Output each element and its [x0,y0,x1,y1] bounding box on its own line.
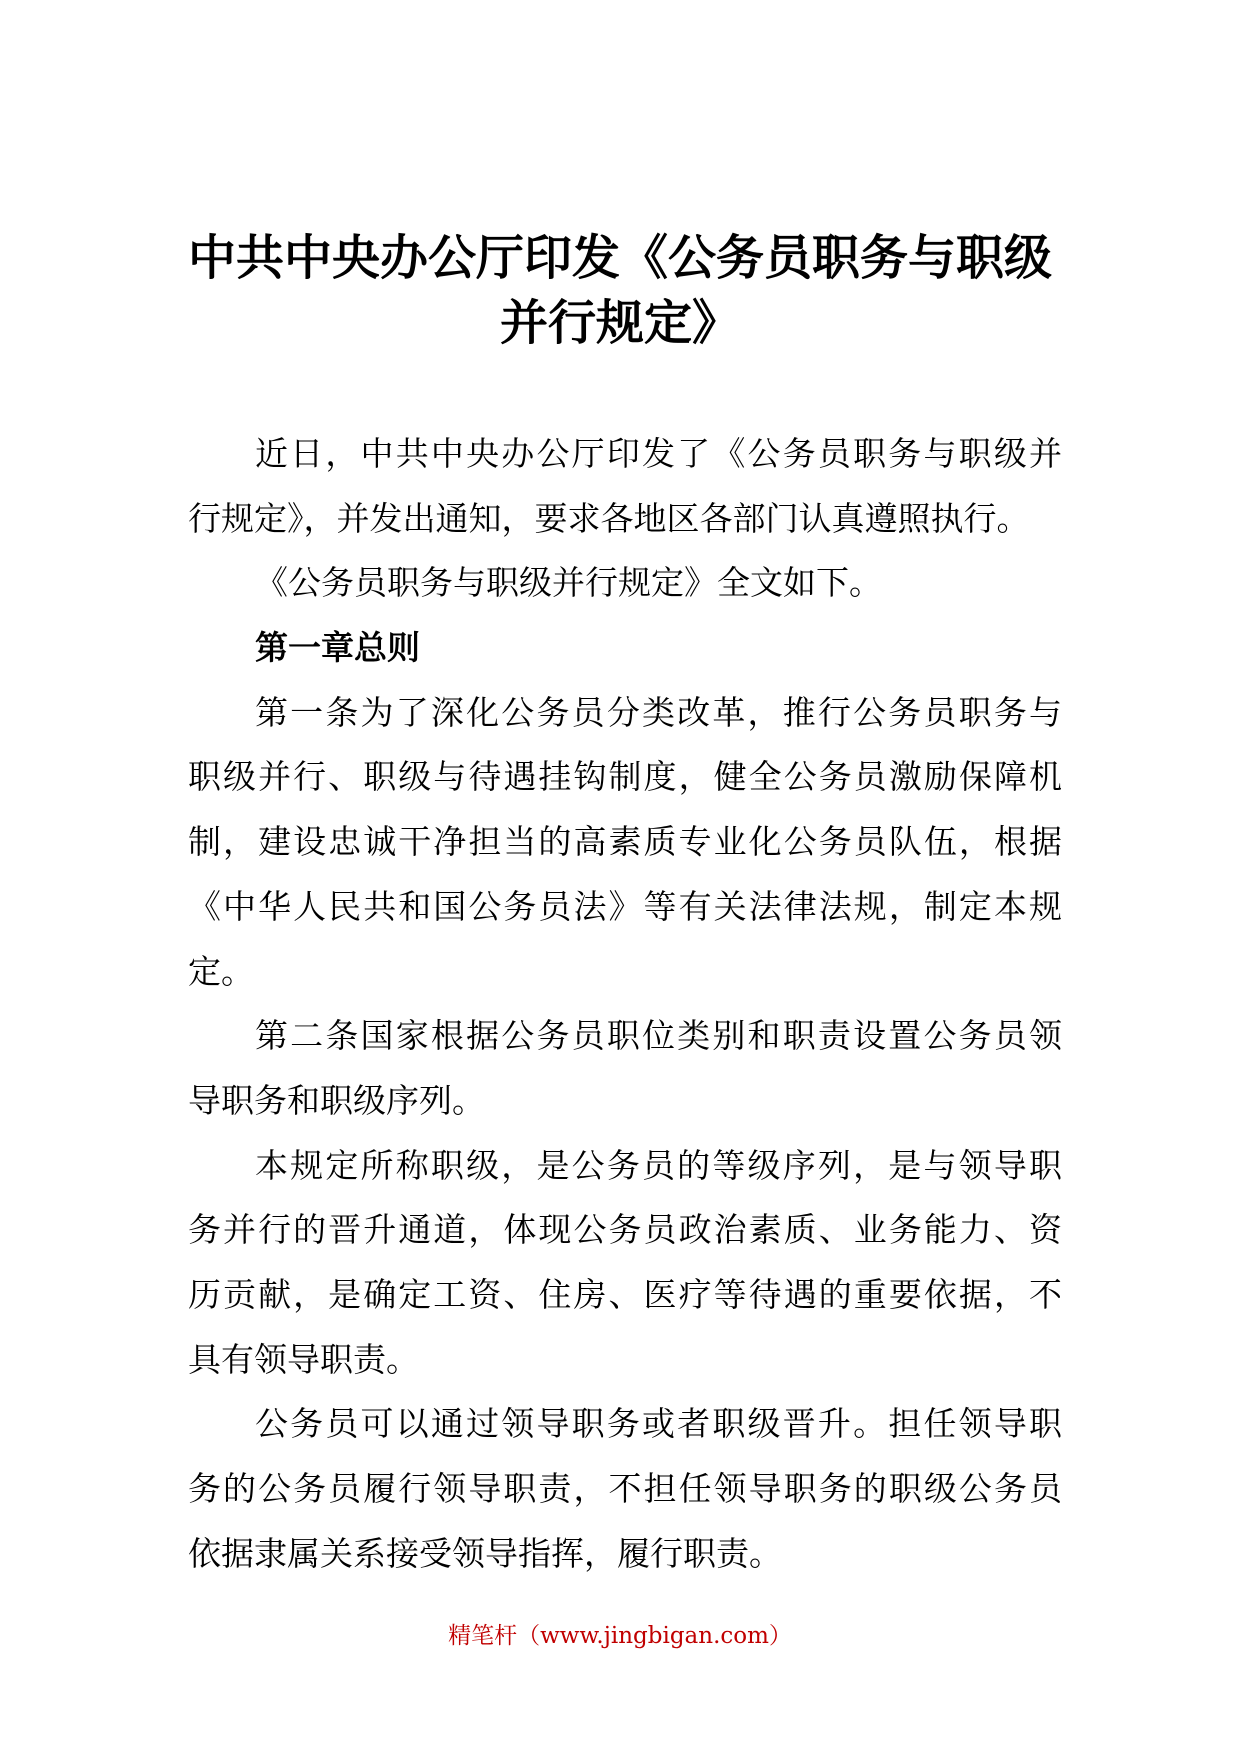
rank-definition-line-3: 历贡献，是确定工资、住房、医疗等待遇的重要依据，不 [188,1274,1062,1314]
article-1-line-3: 制，建设忠诚干净担当的高素质专业化公务员队伍，根据 [188,822,1062,862]
watermark-footer: 精笔杆（www.jingbigan.com） [448,1623,792,1649]
promotion-line-2: 务的公务员履行领导职责，不担任领导职务的职级公务员 [188,1469,1062,1508]
rank-definition-line-4: 具有领导职责。 [188,1339,419,1379]
paragraph-1-line-1: 近日，中共中央办公厅印发了《公务员职务与职级并 [255,434,1062,473]
document-title-line-2: 并行规定》 [499,295,740,351]
document-title-line-1: 中共中央办公厅印发《公务员职务与职级 [187,230,1052,286]
paragraph-2-line-1: 《公务员职务与职级并行规定》全文如下。 [255,563,882,603]
promotion-line-3: 依据隶属关系接受领导指挥，履行职责。 [188,1533,782,1573]
article-1-line-5: 定。 [188,951,254,991]
article-1-line-2: 职级并行、职级与待遇挂钩制度，健全公务员激励保障机 [188,757,1062,797]
chapter-heading: 第一章总则 [255,628,420,668]
document-body [188,422,1062,1586]
article-2-line-1: 第二条国家根据公务员职位类别和职责设置公务员领 [255,1016,1062,1056]
article-2-line-2: 导职务和职级序列。 [188,1080,485,1120]
promotion-line-1: 公务员可以通过领导职务或者职级晋升。担任领导职 [255,1404,1062,1444]
article-1-line-1: 第一条为了深化公务员分类改革，推行公务员职务与 [255,692,1062,732]
article-1-line-4: 《中华人民共和国公务员法》等有关法律法规，制定本规 [188,886,1062,926]
rank-definition-line-1: 本规定所称职级，是公务员的等级序列，是与领导职 [255,1145,1062,1185]
rank-definition-line-2: 务并行的晋升通道，体现公务员政治素质、业务能力、资 [188,1210,1062,1250]
paragraph-1-line-2: 行规定》，并发出通知，要求各地区各部门认真遵照执行。 [188,498,1030,538]
